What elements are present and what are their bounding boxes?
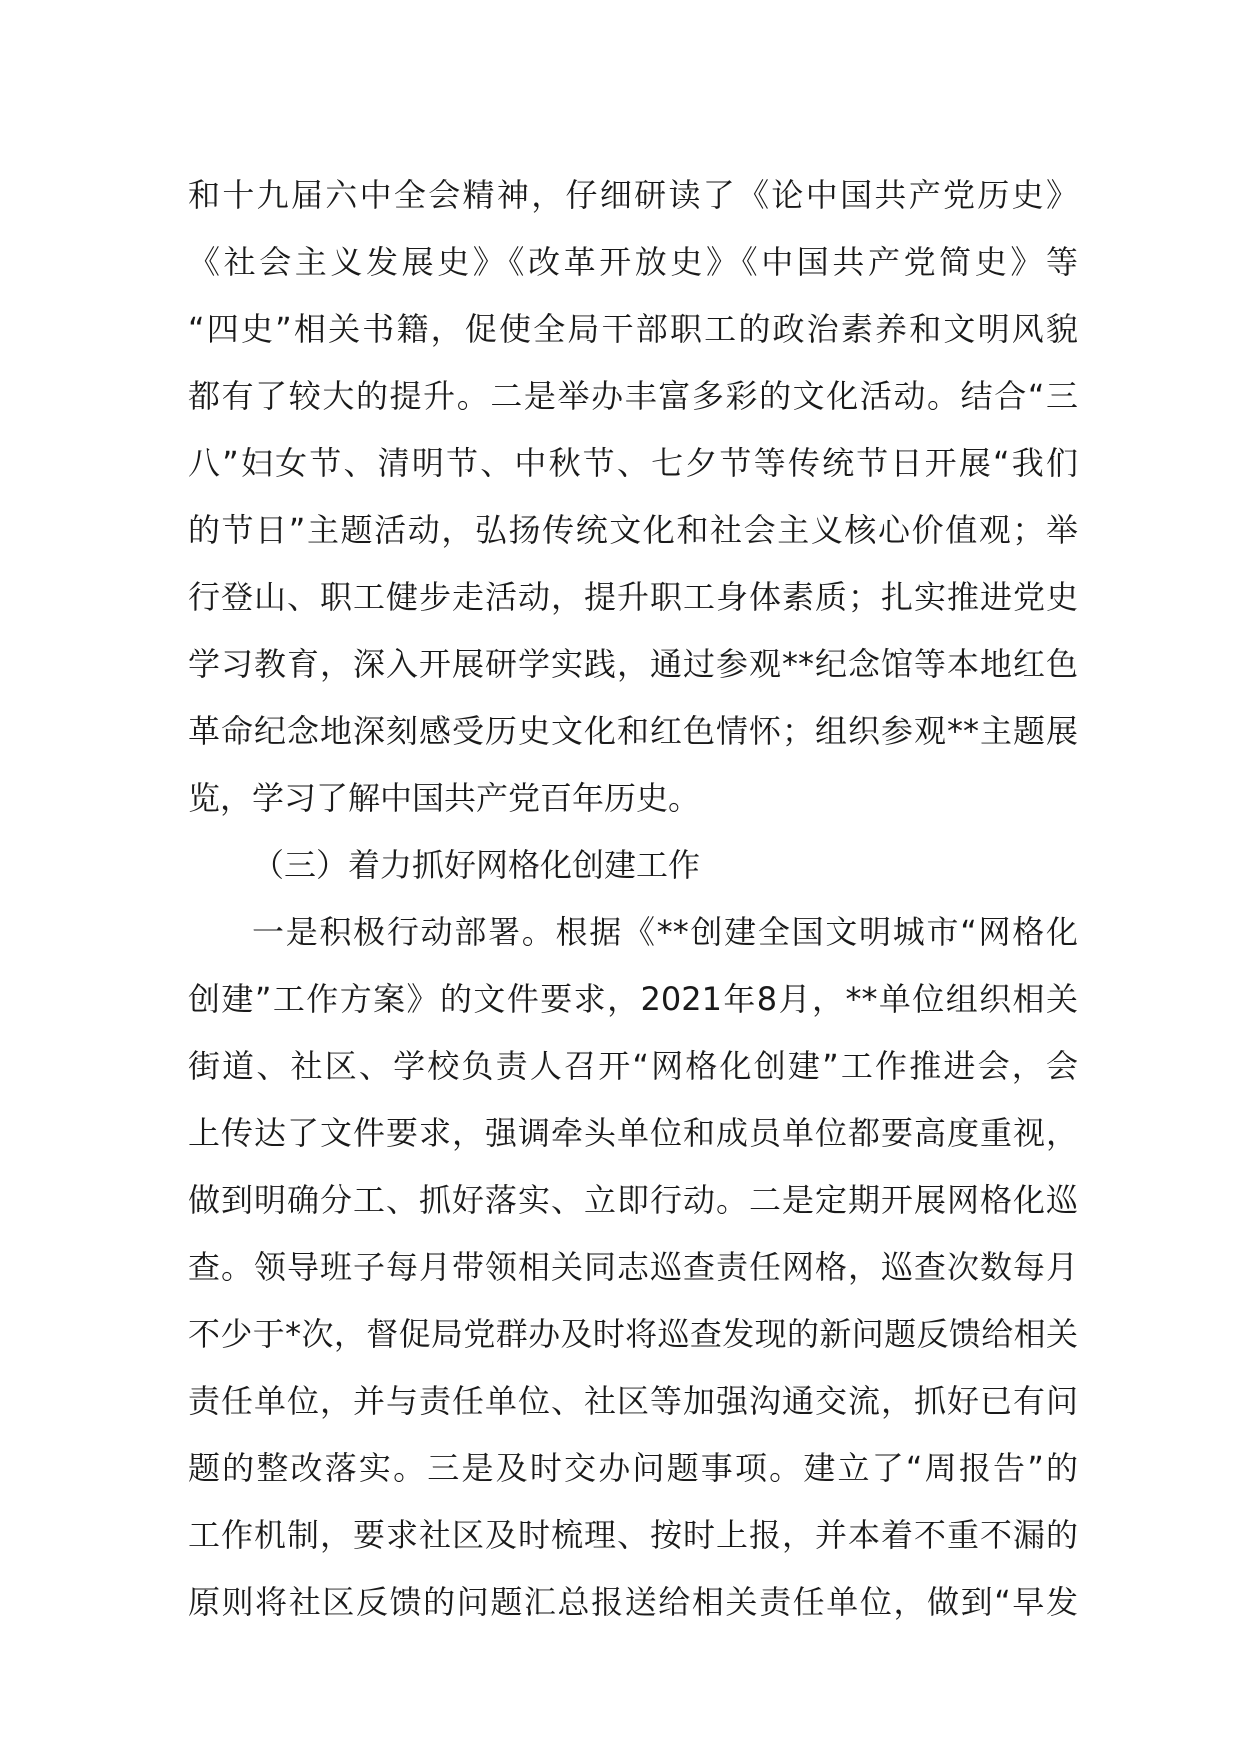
paragraph-line: 创建”工作方案》的文件要求，2021年8月，**单位组织相关 [188,980,1078,1018]
paragraph-line: 学习教育，深入开展研学实践，通过参观**纪念馆等本地红色 [188,645,1078,683]
paragraph-line: “四史”相关书籍，促使全局干部职工的政治素养和文明风貌 [188,310,1078,348]
section-heading: （三）着力抓好网格化创建工作 [252,846,701,884]
paragraph-line: 做到明确分工、抓好落实、立即行动。二是定期开展网格化巡 [188,1181,1078,1219]
paragraph-line: 上传达了文件要求，强调牵头单位和成员单位都要高度重视， [188,1114,1078,1152]
paragraph-line: 八”妇女节、清明节、中秋节、七夕节等传统节日开展“我们 [188,444,1078,482]
paragraph-line: 原则将社区反馈的问题汇总报送给相关责任单位，做到“早发 [188,1583,1078,1621]
paragraph-line: 革命纪念地深刻感受历史文化和红色情怀；组织参观**主题展 [188,712,1078,750]
paragraph-line: 工作机制，要求社区及时梳理、按时上报，并本着不重不漏的 [188,1516,1078,1554]
paragraph-line: 一是积极行动部署。根据《**创建全国文明城市“网格化 [252,913,1078,951]
paragraph-line: 行登山、职工健步走活动，提升职工身体素质；扎实推进党史 [188,578,1078,616]
paragraph-line: 的节日”主题活动，弘扬传统文化和社会主义核心价值观；举 [188,511,1078,549]
paragraph-line: 不少于*次，督促局党群办及时将巡查发现的新问题反馈给相关 [188,1315,1078,1353]
paragraph-line: 查。领导班子每月带领相关同志巡查责任网格，巡查次数每月 [188,1248,1078,1286]
paragraph-line: 和十九届六中全会精神，仔细研读了《论中国共产党历史》 [188,176,1078,214]
paragraph-line: 览，学习了解中国共产党百年历史。 [188,779,701,817]
paragraph-line: 都有了较大的提升。二是举办丰富多彩的文化活动。结合“三 [188,377,1078,415]
paragraph-line: 街道、社区、学校负责人召开“网格化创建”工作推进会，会 [188,1047,1078,1085]
paragraph-line: 责任单位，并与责任单位、社区等加强沟通交流，抓好已有问 [188,1382,1078,1420]
paragraph-line: 题的整改落实。三是及时交办问题事项。建立了“周报告”的 [188,1449,1078,1487]
paragraph-line: 《社会主义发展史》《改革开放史》《中国共产党简史》等 [188,243,1078,281]
